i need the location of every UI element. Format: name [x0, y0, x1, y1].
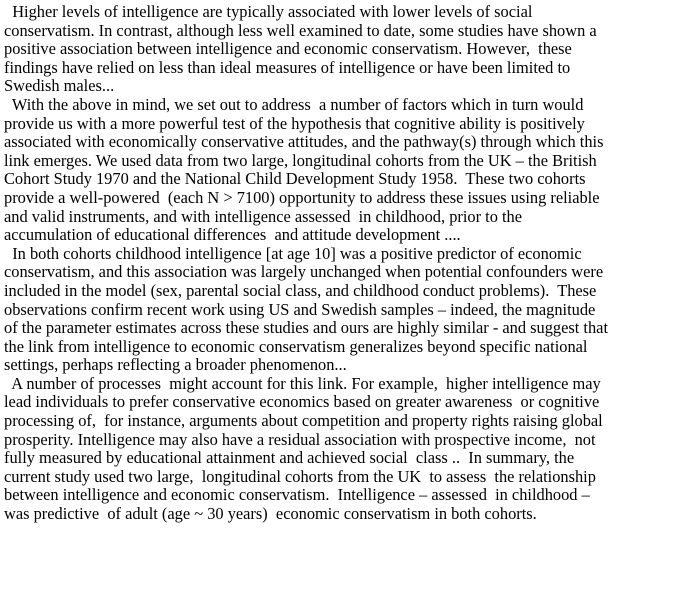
- text-line: included in the model (sex, parental social class, and childhood conduct problems). These: [4, 280, 597, 300]
- text-line: In both cohorts childhood intelligence [at age 10] was a positive predictor of economic: [4, 243, 582, 263]
- text-line: settings, perhaps reflecting a broader phenomenon...: [4, 355, 347, 375]
- text-line: the link from intelligence to economic conservatism generalizes beyond specific national: [4, 336, 588, 356]
- text-line: conservatism. In contrast, although less well examined to date, some studies have shown a: [4, 20, 597, 40]
- text-line: processing of, for instance, arguments about competition and property rights raising global: [4, 411, 603, 431]
- text-line: prosperity. Intelligence may also have a residual association with prospective income, not: [4, 429, 596, 449]
- text-line: fully measured by educational attainment and achieved social class .. In summary, the: [4, 448, 575, 468]
- text-line: provide a well-powered (each N > 7100) opportunity to address these issues using reliable: [4, 187, 600, 207]
- text-line: lead individuals to prefer conservative economics based on greater awareness or cognitive: [4, 392, 600, 412]
- text-line: With the above in mind, we set out to address a number of factors which in turn would: [4, 94, 584, 114]
- text-line: between intelligence and economic conservatism. Intelligence – assessed in childhood –: [4, 485, 590, 505]
- paragraph-findings: [4, 245, 685, 375]
- text-line: Higher levels of intelligence are typically associated with lower levels of social: [4, 2, 533, 21]
- text-line: link emerges. We used data from two large, longitudinal cohorts from the UK – the British: [4, 150, 597, 170]
- text-line: of the parameter estimates across these studies and ours are highly similar - and suggest that: [4, 318, 609, 338]
- text-line: and valid instruments, and with intelligence assessed in childhood, prior to the: [4, 206, 523, 226]
- text-line: was predictive of adult (age ~ 30 years) economic conservatism in both cohorts.: [4, 504, 537, 524]
- text-line: findings have relied on less than ideal measures of intelligence or have been limited to: [4, 57, 571, 77]
- text-line: current study used two large, longitudinal cohorts from the UK to assess the relationship: [4, 466, 596, 486]
- paragraph-social-vs-economic-conservatism: [4, 3, 685, 96]
- text-line: observations confirm recent work using US and Swedish samples – indeed, the magnitude: [4, 299, 596, 319]
- text-line: positive association between intelligence and economic conservatism. However, these: [4, 39, 572, 59]
- paragraph-processes-summary: [4, 375, 685, 524]
- paragraph-study-aims: [4, 96, 685, 245]
- text-line: Cohort Study 1970 and the National Child Development Study 1958. These two cohorts: [4, 169, 586, 189]
- text-line: A number of processes might account for this link. For example, higher intelligence may: [4, 373, 601, 393]
- text-line: accumulation of educational differences and attitude development ....: [4, 225, 461, 245]
- text-line: provide us with a more powerful test of the hypothesis that cognitive ability is positively: [4, 113, 585, 133]
- text-line: associated with economically conservative attitudes, and the pathway(s) through which this: [4, 132, 604, 152]
- text-line: Swedish males...: [4, 76, 115, 96]
- text-line: conservatism, and this association was largely unchanged when potential confounders were: [4, 262, 604, 282]
